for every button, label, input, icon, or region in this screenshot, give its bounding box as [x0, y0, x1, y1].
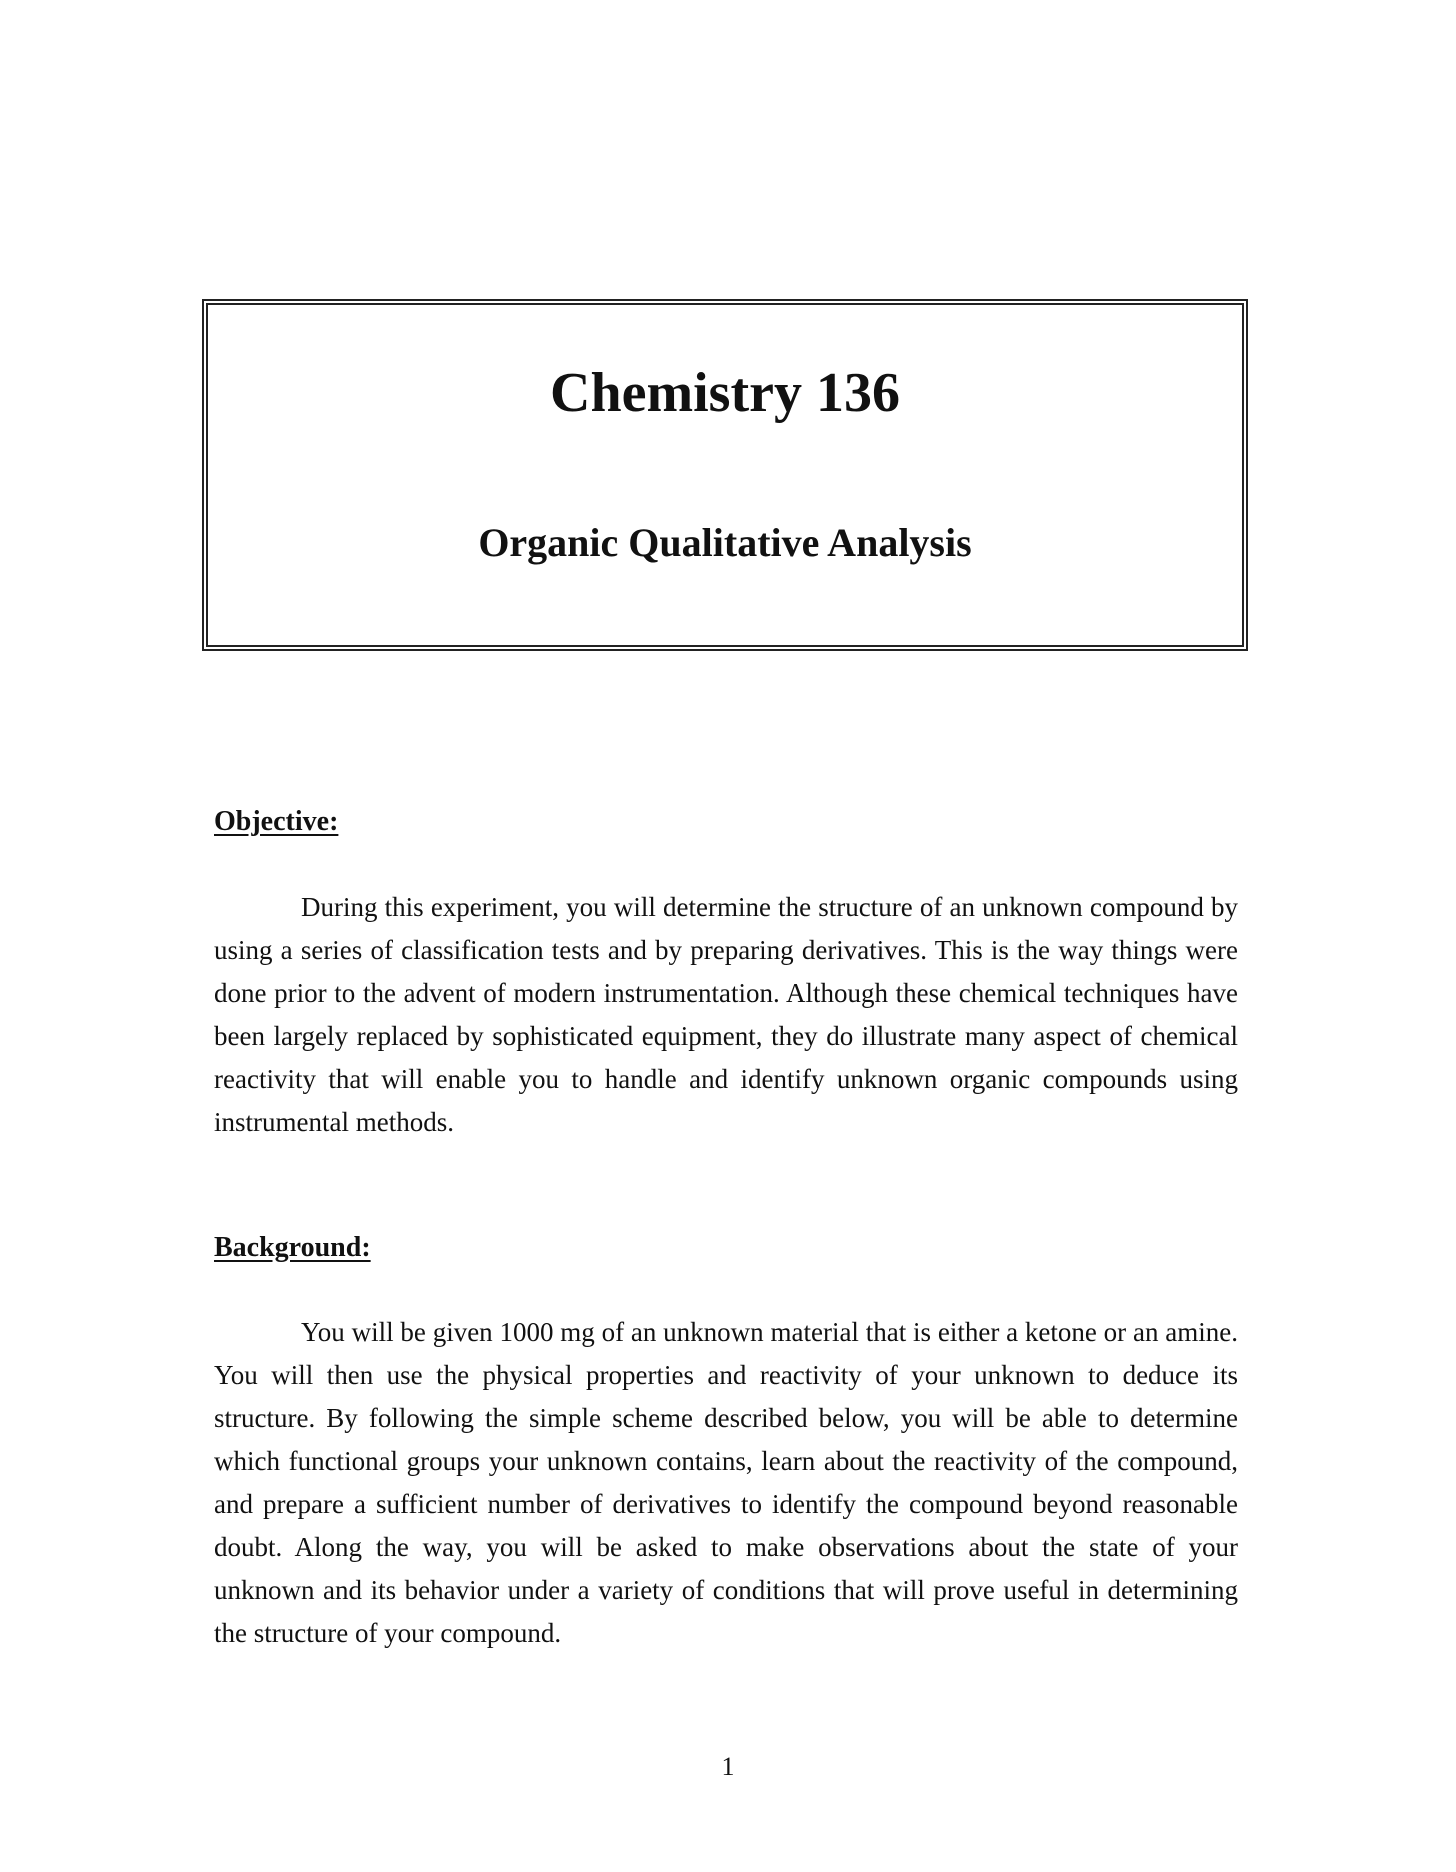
objective-heading: Objective: — [214, 806, 339, 837]
title-box — [202, 299, 1248, 651]
page-number: 1 — [721, 1752, 735, 1781]
document-subtitle: Organic Qualitative Analysis — [478, 520, 972, 565]
objective-paragraph: During this experiment, you will determine the structure of an unknown compound by using a series of classification tests and by preparing derivatives. This is the way things were done prior to the advent of modern instrumentation. Although these chemical techniques have been largely replaced by sophisticated equipment, they do illustrate many aspect of chemical reactivity that will enable you to handle and identify unknown organic compounds using instrumental methods. — [214, 892, 1238, 1137]
background-paragraph: You will be given 1000 mg of an unknown material that is either a ketone or an amine. You will then use the physical properties and reactivity of your unknown to deduce its structure. By following the simple scheme described below, you will be able to determine which functional groups your unknown contains, learn about the reactivity of the compound, and prepare a sufficient number of derivatives to identify the compound beyond reasonable doubt. Along the way, you will be asked to make observations about the state of your unknown and its behavior under a variety of conditions that will prove useful in determining the structure of your compound. — [214, 1317, 1238, 1648]
document-title: Chemistry 136 — [550, 362, 900, 424]
background-heading: Background: — [214, 1232, 371, 1263]
